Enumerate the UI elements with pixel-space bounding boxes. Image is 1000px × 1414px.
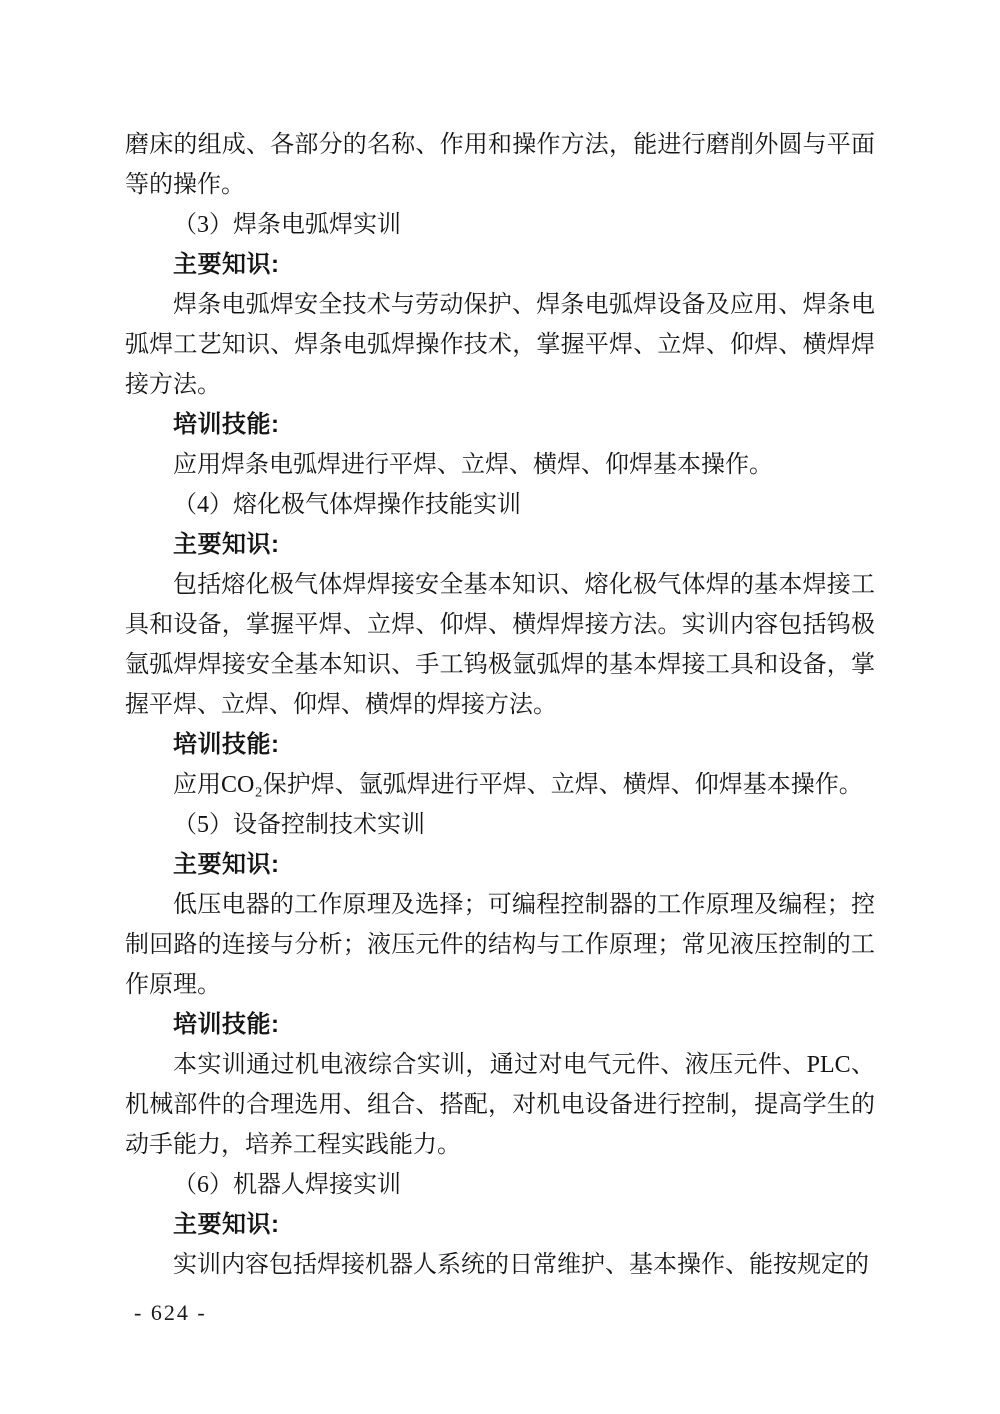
paragraph: 包括熔化极气体焊焊接安全基本知识、熔化极气体焊的基本焊接工具和设备，掌握平焊、立焊、仰焊、横焊焊接方法。实训内容包括钨极氩弧焊焊接安全基本知识、手工钨极氩弧焊的基本焊接工具和设备，掌握平焊、立焊、仰焊、横焊的焊接方法。 <box>125 572 875 718</box>
paragraph-continuation: 磨床的组成、各部分的名称、作用和操作方法，能进行磨削外圆与平面等的操作。 <box>125 132 875 198</box>
page-body-text <box>125 125 875 1285</box>
section-heading-knowledge: 主要知识: <box>173 531 280 558</box>
page-number: - 624 - <box>134 1300 207 1325</box>
paragraph: 本实训通过机电液综合实训，通过对电气元件、液压元件、PLC、机械部件的合理选用、组合、搭配，对机电设备进行控制，提高学生的动手能力，培养工程实践能力。 <box>125 1052 875 1158</box>
list-item-4: （4）熔化极气体焊操作技能实训 <box>173 492 521 518</box>
paragraph: 应用CO₂保护焊、氩弧焊进行平焊、立焊、横焊、仰焊基本操作。 <box>173 772 863 798</box>
paragraph: 实训内容包括焊接机器人系统的日常维护、基本操作、能按规定的 <box>173 1252 869 1278</box>
paragraph: 低压电器的工作原理及选择；可编程控制器的工作原理及编程；控制回路的连接与分析；液压元件的结构与工作原理；常见液压控制的工作原理。 <box>125 892 875 998</box>
list-item-6: （6）机器人焊接实训 <box>173 1172 401 1198</box>
section-heading-knowledge: 主要知识: <box>173 851 280 878</box>
paragraph: 焊条电弧焊安全技术与劳动保护、焊条电弧焊设备及应用、焊条电弧焊工艺知识、焊条电弧焊操作技术，掌握平焊、立焊、仰焊、横焊焊接方法。 <box>125 292 875 398</box>
list-item-3: （3）焊条电弧焊实训 <box>173 212 401 238</box>
section-heading-knowledge: 主要知识: <box>173 1211 280 1238</box>
list-item-5: （5）设备控制技术实训 <box>173 812 425 838</box>
paragraph: 应用焊条电弧焊进行平焊、立焊、横焊、仰焊基本操作。 <box>173 452 773 478</box>
section-heading-skills: 培训技能: <box>173 1011 280 1038</box>
section-heading-knowledge: 主要知识: <box>173 251 280 278</box>
section-heading-skills: 培训技能: <box>173 411 280 438</box>
section-heading-skills: 培训技能: <box>173 731 280 758</box>
